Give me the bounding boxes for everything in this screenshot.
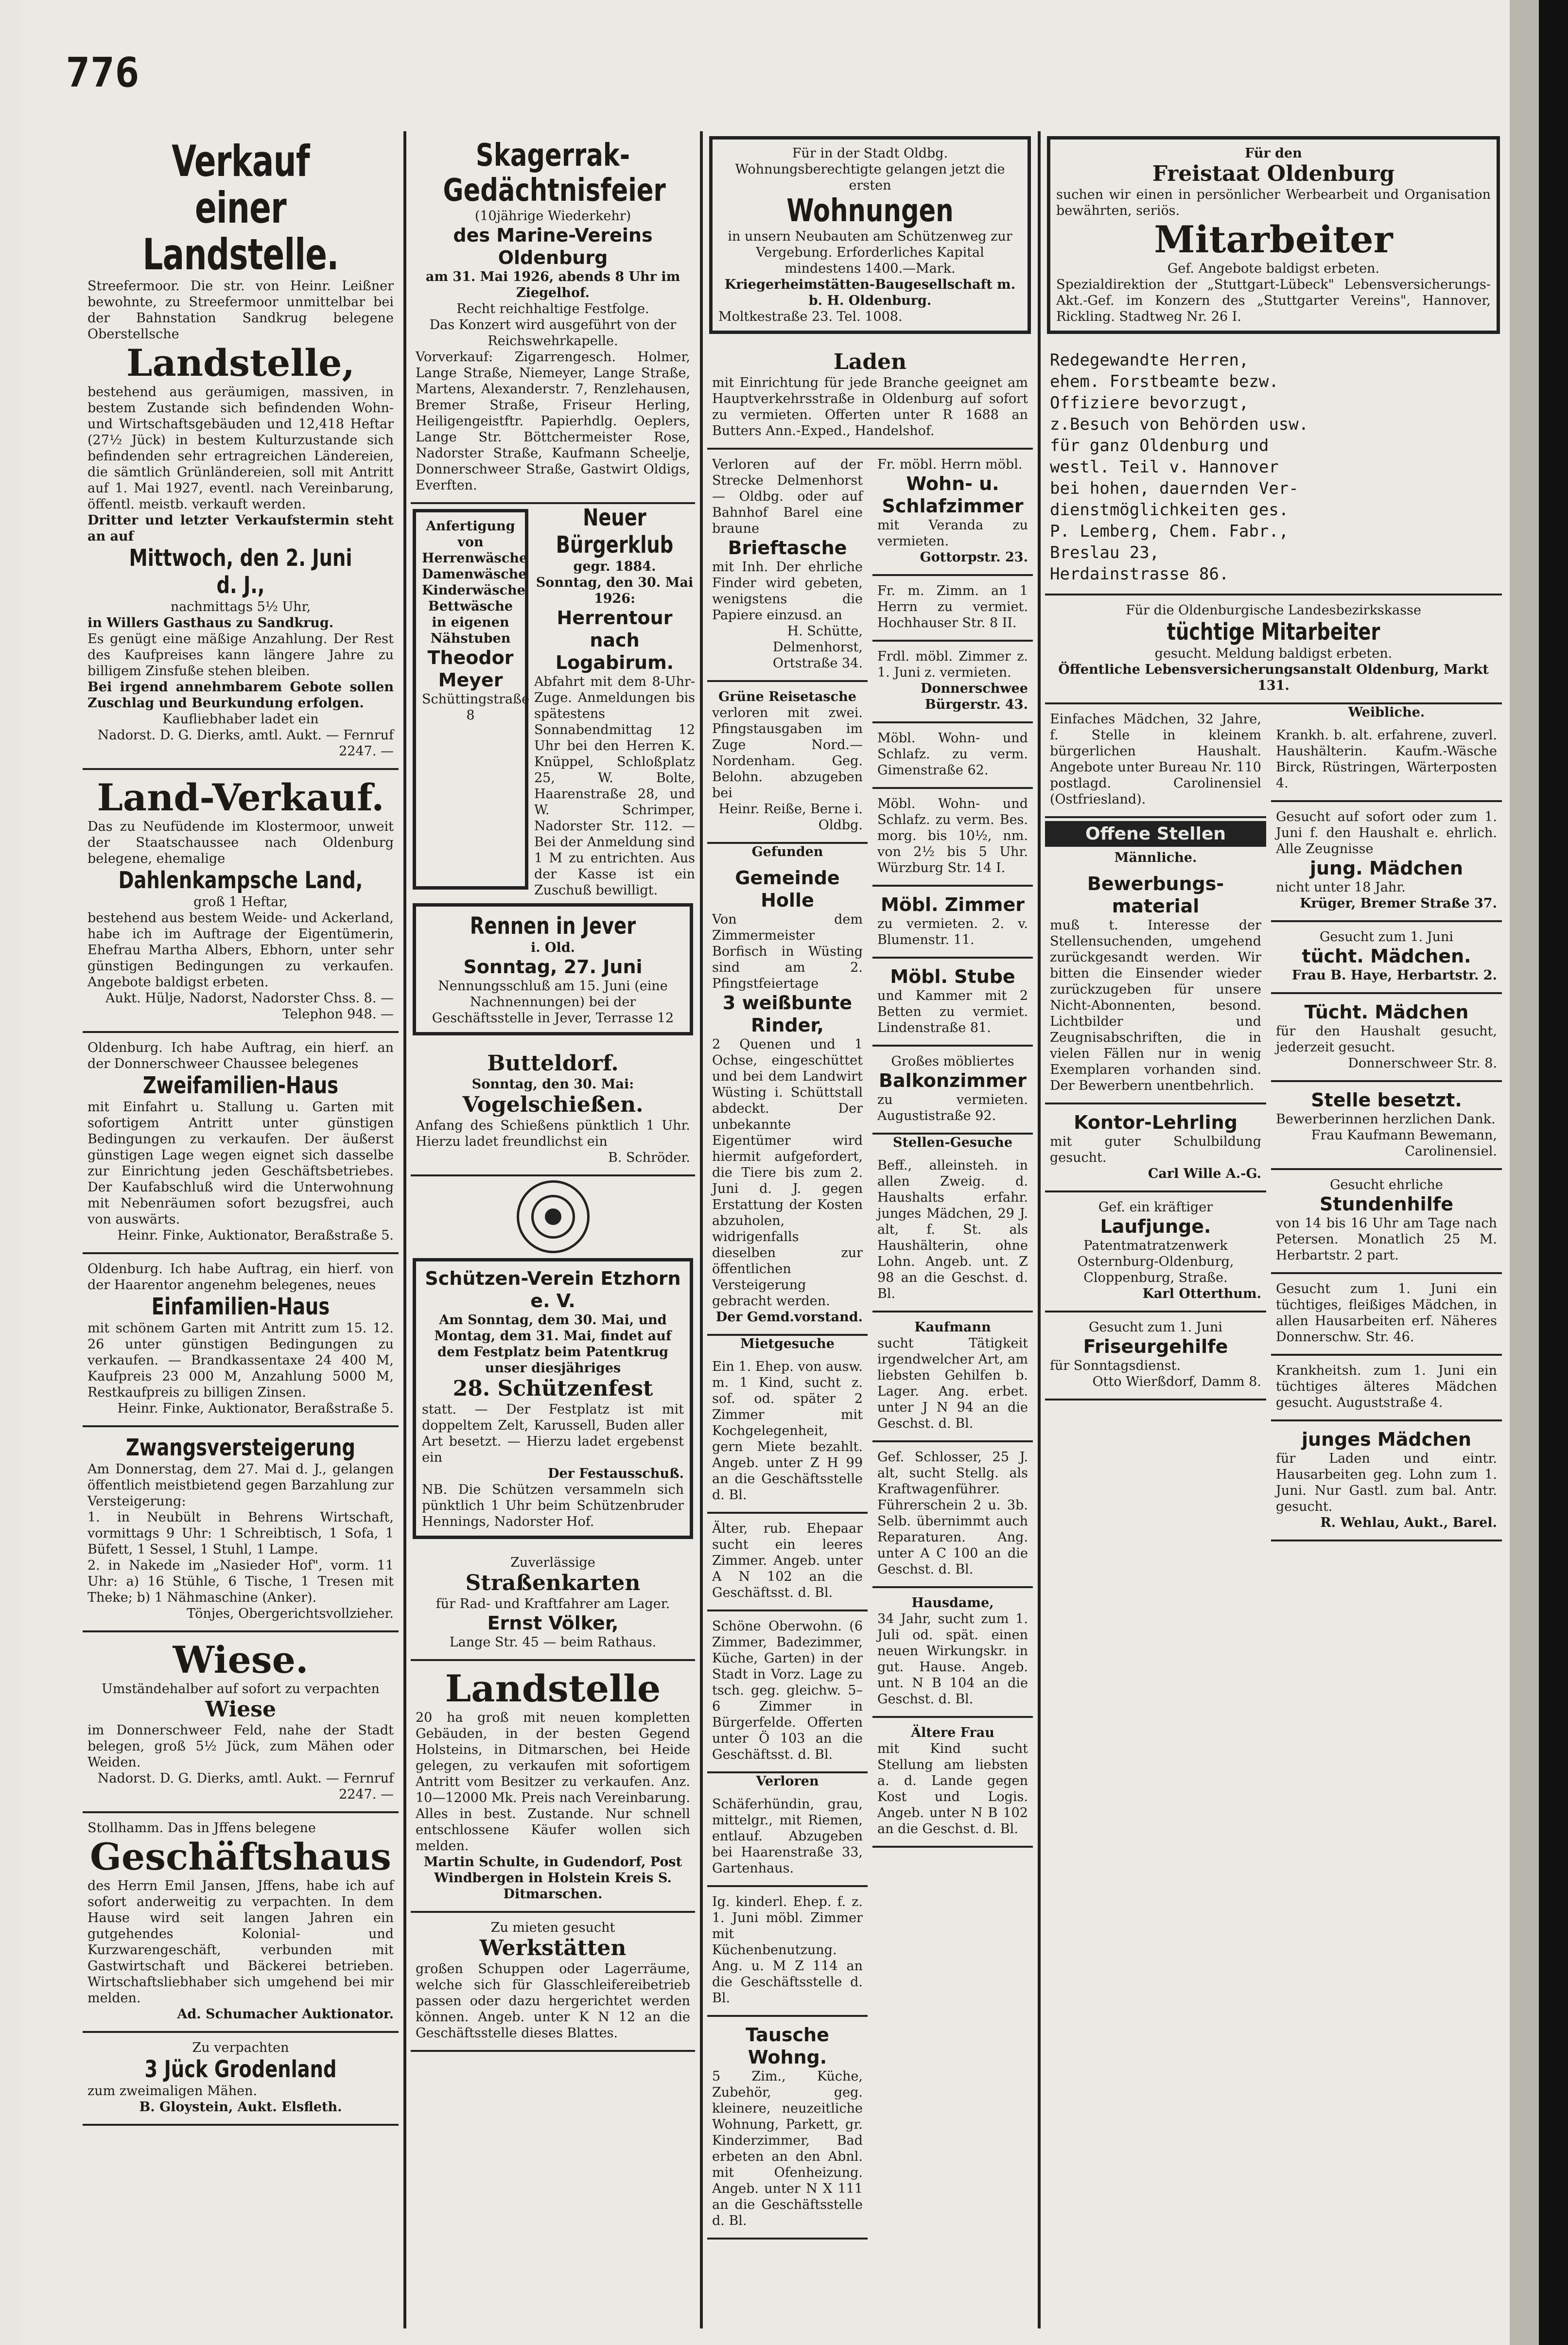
ad-text: Abfahrt mit dem 8-Uhr-Zuge. Anmeldungen bis spätestens Sonnabendmittag 12 Uhr bei den Herren K. Knüppel, Schloßplatz 25, W. Bolte, Haarenstraße 28, und W. Schrimper, Nadorster Str. 112. — Bei der Anmeldung sind 1 M zu entrichten. Aus der Kasse ist ein Zuschuß bewilligt.	[534, 674, 695, 898]
ad-date: Sonntag, 27. Juni	[463, 956, 643, 978]
ad-title: junges Mädchen	[1301, 1429, 1471, 1450]
typed-line: dienstmöglichkeiten ges.	[1050, 500, 1289, 520]
ad-heading: Skagerrak-Gedächtnisfeier	[443, 138, 666, 209]
ad-title: Zweifamilien-Haus	[142, 1072, 339, 1099]
typed-line: P. Lemberg, Chem. Fabr.,	[1050, 522, 1289, 541]
section-heading-gefunden: Gefunden	[751, 844, 823, 859]
ad-text: Gef. Schlosser, 25 J. alt, sucht Stellg. als Kraftwagenführer. Führerschein 2 u. 3b. Selb. übernimmt auch Reparaturen. Ang. unter A C 100 an die Geschst. d. Bl.	[872, 1442, 1033, 1588]
ad-title: Vogelschießen.	[462, 1092, 644, 1117]
ad-date: Sonntag, den 30. Mai 1926:	[536, 575, 694, 606]
ad-text: zum zweimaligen Mähen.	[87, 2083, 258, 2099]
ad-text: NB. Die Schützen versammeln sich pünktlich 1 Uhr beim Schützenbruder Hennings, Nadorster Hof.	[422, 1482, 684, 1529]
ad-title: Laufjunge.	[1100, 1216, 1211, 1237]
ad-title: 3 weißbunte Rinder,	[722, 992, 853, 1036]
ad-text: Schüttingstraße 8	[422, 692, 530, 723]
ad-text: nachmittags 5½ Uhr,	[170, 599, 311, 614]
ad-text: Einfaches Mädchen, 32 Jahre, f. Stelle in kleinem bürgerlichen Haushalt. Angebote unter Bureau Nr. 110 postlagd. Carolinensiel (Ostfriesland).	[1045, 704, 1266, 818]
ad-title: Bewerbungs-material	[1087, 873, 1224, 917]
ad-text: Kaufliebhaber ladet ein	[162, 712, 319, 727]
ad-date: am 31. Mai 1926, abends 8 Uhr im Ziegelhof.	[425, 269, 680, 300]
ad-aeltere-frau	[872, 1718, 1033, 1848]
section-heading-offene-stellen: Offene Stellen	[1045, 821, 1266, 847]
ad-title: Herrentour nach Logabirum.	[555, 607, 674, 673]
ad-title: tücht. Mädchen.	[1302, 945, 1471, 967]
ad-title: Laden	[833, 350, 907, 374]
ad-balkonzimmer	[872, 1047, 1033, 1135]
ad-typed-herren	[1045, 343, 1502, 595]
section-heading-verloren: Verloren	[756, 1774, 819, 1789]
ad-text: mit Einfahrt u. Stallung u. Garten mit sofortigem Antritt unter günstigen Bedingungen zu verkaufen. Der äußerst günstigen Lage wegen eignet sich dasselbe zur Einrichtung jeden Geschäftsbetriebes. Der Kaufabschluß wird die Unterwohnung mit Nebenräumen sofort bezugsfrei, auch von auswärts.	[87, 1100, 394, 1227]
ad-signature: H. Schütte, Delmenhorst, Ortstraße 34.	[772, 624, 863, 671]
ad-title: Freistaat Oldenburg	[1152, 161, 1395, 186]
ad-signature: Spezialdirektion der „Stuttgart-Lübeck" Lebensversicherungs-Akt.-Gef. im Konzern des „Stuttgarter Vereins", Hannover, Rickling. Stadtweg Nr. 26 I.	[1056, 277, 1491, 324]
ad-signature: Donnerschwee Bürgerstr. 43.	[921, 681, 1028, 712]
row-subcolumns	[707, 450, 1033, 2240]
ad-title: Wiese	[205, 1697, 277, 1722]
ad-title: Ernst Völker,	[487, 1612, 619, 1634]
ad-title: Wohnungen	[786, 193, 954, 229]
ad-reisetasche	[707, 682, 868, 844]
ad-text: in unsern Neubauten am Schützenweg zur Vergebung. Erforderliches Kapital mindestens 1400.—Mark.	[728, 229, 1012, 276]
ad-text: Stollhamm. Das in Jffens belegene	[87, 1820, 316, 1836]
ad-tausche-wohnung	[707, 2017, 868, 2240]
ad-skagerrak	[411, 131, 695, 504]
ad-title: Brieftasche	[728, 537, 847, 559]
ad-jung-maedchen	[1271, 802, 1502, 922]
ad-title: Ältere Frau	[911, 1725, 994, 1740]
ad-text: mit guter Schulbildung gesucht.	[1050, 1134, 1261, 1165]
ad-text: muß t. Interesse der Stellensuchenden, umgehend zurückgesandt werden. Wir bitten die Einsender wieder zurückzugeben für unsere Nicht-Abonnenten, besond. Lichtbilder und Zeugnisabschriften, die in vielen Fällen nur in wenig Exemplaren vorhanden sind. Der Bewerbern unentbehrlich.	[1050, 918, 1261, 1093]
ad-waesche	[413, 509, 528, 890]
ad-signature: R. Wehlau, Aukt., Barel.	[1320, 1515, 1497, 1530]
ad-text: mit Einrichtung für jede Branche geeignet am Hauptverkehrsstraße in Oldenburg auf sofort zu vermieten. Offerten unter R 1688 an Butters Ann.-Exped., Handelshof.	[712, 375, 1028, 438]
ad-tuecht-maedchen	[1271, 922, 1502, 994]
ad-butteldorf	[411, 1044, 695, 1176]
ad-text: gesucht. Meldung baldigst erbeten.	[1154, 646, 1393, 661]
ad-text: 5 Zim., Küche, Zubehör, geg. kleinere, neuzeitliche Wohnung, Parkett, gr. Kinderzimmer, Bad erbeten an den Abnl. mit Ofenheizung. Angeb. unter N X 111 an die Geschäftsstelle d. Bl.	[712, 2069, 863, 2228]
ad-signature: Der Gemd.vorstand.	[715, 1310, 863, 1325]
ad-signature: Öffentliche Lebensversicherungsanstalt Oldenburg, Markt 131.	[1058, 662, 1489, 693]
row-waesche-buergerklub	[411, 504, 695, 898]
subcolumn-4a	[1045, 704, 1266, 1541]
column-3	[707, 131, 1033, 2328]
ad-einfamilienhaus	[83, 1254, 399, 1427]
ad-text: sucht Tätigkeit irgendwelcher Art, am liebsten Gehilfen b. Lager. Ang. erbet. unter J N 94 an die Geschst. d. Bl.	[877, 1336, 1028, 1431]
ad-frdl-zimmer	[872, 642, 1033, 723]
ad-text: Recht reichhaltige Festfolge.	[456, 301, 649, 316]
ad-laden	[707, 343, 1033, 450]
ad-kaufmann	[872, 1312, 1033, 1442]
ad-text: Herrenwäsche	[422, 551, 528, 566]
section-heading-maennliche: Männliche.	[1114, 850, 1197, 865]
ad-landstelle	[83, 131, 399, 770]
ad-text: für Rad- und Kraftfahrer am Lager.	[436, 1596, 670, 1611]
ad-title: Hausdame,	[911, 1595, 994, 1610]
ad-text: Schöne Oberwohn. (6 Zimmer, Badezimmer, Küche, Garten) in der Stadt in Vorz. Lage zu tsch. geg. gleichw. 5–6 Zimmer in Bürgerfelde. Offerten unter Ö 103 an die Geschäftsst. d. Bl.	[707, 1611, 868, 1773]
ad-text: Anfang des Schießens pünktlich 1 Uhr. Hierzu ladet freundlichst ein	[416, 1118, 690, 1149]
ad-text: Ein 1. Ehep. von ausw. m. 1 Kind, sucht z. sof. od. später 2 Zimmer mit Kochgelegenheit, gern Miete bezahlt. Angeb. unter Z H 99 an die Geschäftsstelle d. Bl.	[707, 1352, 868, 1514]
ad-title: Tücht. Mädchen	[1304, 1001, 1469, 1023]
ad-title: Geschäftshaus	[90, 1835, 391, 1878]
ad-signature: Carl Wille A.-G.	[1148, 1166, 1261, 1181]
ad-title: jung. Mädchen	[1309, 858, 1463, 879]
ad-werkstaetten	[411, 1913, 695, 2052]
ad-text: nicht unter 18 Jahr.	[1276, 880, 1406, 895]
ad-wiese	[83, 1632, 399, 1813]
ad-signature: Martin Schulte, in Gudendorf, Post Windbergen in Holstein Kreis S. Ditmarschen.	[423, 1855, 682, 1902]
ad-text: Am Donnerstag, dem 27. Mai d. J., gelangen öffentlich meistbietend gegen Barzahlung zur Versteigerung:	[87, 1462, 394, 1509]
typed-line: westl. Teil v. Hannover	[1050, 457, 1279, 477]
ad-grodenland	[83, 2033, 399, 2126]
ad-text: für Sonntagsdienst.	[1050, 1358, 1181, 1373]
ad-text: 20 ha groß mit neuen kompletten Gebäuden, in der besten Gegend Holsteins, in Ditmarschen, bei Heide gelegen, zu verkaufen mit sofortigem Antritt vom Besitzer zu verkaufen. Anz. 10—12000 Mk. Preis nach Vereinbarung. Alles in best. Zustande. Nur schnell entschlossene Käufer wollen sich melden.	[416, 1710, 690, 1854]
ad-signature: B. Gloystein, Aukt. Elsfleth.	[139, 2100, 342, 2115]
ad-text: Von dem Zimmermeister Borfisch in Wüsting sind am 2. Pfingstfeiertage	[712, 912, 863, 991]
ad-text: groß 1 Heftar,	[193, 894, 288, 910]
target-icon	[517, 1180, 590, 1253]
ad-signature: Otto Wierßdorf, Damm 8.	[1092, 1374, 1261, 1389]
ad-signature: Heinr. Reiße, Berne i. Oldbg.	[718, 802, 863, 833]
ad-title: Stelle besetzt.	[1311, 1089, 1462, 1111]
ad-text: bestehend aus geräumigen, massiven, in bestem Zustande sich befindenden Wohn- und Wirtschaftsgebäuden und 12,418 Heftar (27½ Jück) in bestem Kulturzustande sich befindenden sehr ertragreichen Ländereien, die sämtlich Grünländereien, soll mit Antritt auf 1. Mai 1927, eventl. nach Vereinbarung, öffentl. meistb. verkauft werden.	[87, 385, 394, 512]
typed-line: Breslau 23,	[1050, 543, 1160, 562]
ad-text: Gef. Angebote baldigst erbeten.	[1167, 261, 1380, 276]
ad-signature: Aukt. Hülje, Nadorst, Nadorster Chss. 8. — Telephon 948. —	[105, 991, 394, 1022]
ad-text: für den Haushalt gesucht, jederzeit gesucht.	[1276, 1024, 1497, 1055]
ad-text: bestehend aus bestem Weide- und Ackerland, habe ich im Auftrage der Eigentümerin, Ehefrau Martha Albers, Ebhorn, unter sehr günstigen Bedingungen zu verkaufen. Angebote baldigst erbeten.	[87, 910, 394, 990]
ad-text: Umständehalber auf sofort zu verpachten	[102, 1681, 380, 1697]
ad-text: Frdl. möbl. Zimmer z. 1. Juni z. vermieten.	[877, 649, 1028, 680]
ad-text: i. Old.	[530, 940, 575, 955]
ad-text: Es genügt eine mäßige Anzahlung. Der Rest des Kaufpreises kann längere Jahre zu billigem Zinsfuße stehen bleiben.	[87, 631, 394, 679]
ad-title: Kaufmann	[914, 1320, 991, 1335]
ad-text: mit Kind sucht Stellung am liebsten a. d. Lande gegen Kost und Logis. Angeb. unter N B 102 an die Geschst. d. Bl.	[877, 1741, 1028, 1837]
ad-text: Lange Str. 45 — beim Rathaus.	[449, 1635, 657, 1650]
ad-text: 2 Quenen und 1 Ochse, eingeschüttet und bei dem Landwirt Wüsting i. Schüttstall abdeckt. Der unbekannte Eigentümer wird hiermit aufgefordert, die Tiere bis zum 2. Juni d. J. gegen Erstattung der Kosten abzuholen, widrigenfalls dieselben zur öffentlichen Versteigerung gebracht werden.	[712, 1037, 863, 1309]
ad-text: Nennungsschluß am 15. Juni (eine Nachnennungen) bei der Geschäftsstelle in Jever, Terrasse 12	[432, 979, 674, 1026]
ad-land-verkauf	[83, 770, 399, 1033]
column-1	[83, 131, 399, 2328]
typed-line: ehem. Forstbeamte bezw.	[1050, 372, 1279, 391]
ad-junges-maedchen	[1271, 1421, 1502, 1541]
ad-moebl-zimmer	[872, 887, 1033, 959]
subcolumn-3b	[872, 450, 1033, 2240]
ad-zweifamilienhaus	[83, 1033, 399, 1254]
ad-wohnungen	[709, 136, 1031, 334]
ad-text: Gesucht auf sofort oder zum 1. Juni f. den Haushalt e. ehrlich. Alle Zeugnisse	[1276, 809, 1497, 857]
typed-line: z.Besuch von Behörden usw.	[1050, 415, 1309, 434]
ad-signature: Krüger, Bremer Straße 37.	[1300, 896, 1497, 911]
ad-signature: B. Schröder.	[608, 1150, 690, 1165]
ad-text: Verloren auf der Strecke Delmenhorst — Oldbg. oder auf Bahnhof Barel eine braune	[712, 457, 863, 536]
ad-rennen-jever	[413, 903, 693, 1035]
ad-title: tüchtige Mitarbeiter	[1167, 618, 1380, 646]
subcolumn-4b	[1271, 704, 1502, 1541]
ad-heading: Neuer Bürgerklub	[556, 504, 674, 559]
ad-text: Schäferhündin, grau, mittelgr., mit Riemen, entlauf. Abzugeben bei Haarenstraße 33, Gartenhaus.	[707, 1789, 868, 1887]
ad-text: (10jährige Wiederkehr)	[474, 209, 631, 224]
ad-heading: Wiese.	[173, 1638, 309, 1681]
page-number: 776	[66, 49, 139, 96]
ad-title: Grüne Reisetasche	[718, 689, 856, 704]
ad-friseurgehilfe	[1045, 1312, 1266, 1400]
ad-text: Das zu Neufüdende im Klostermoor, unweit der Staatschaussee nach Oldenburg belegene, ehemalige	[87, 819, 394, 866]
ad-heading: Zwangsversteigerung	[126, 1434, 355, 1461]
ad-text: Möbl. Wohn- und Schlafz. zu verm. Bes. morg. bis 10½, nm. von 2½ bis 5 Uhr. Würzburg Str. 14 I.	[872, 789, 1033, 887]
ad-text: Ig. kinderl. Ehep. f. z. 1. Juni möbl. Zimmer mit Küchenbenutzung. Ang. u. M Z 114 an die Geschäftsstelle d. Bl.	[707, 1887, 868, 2017]
ad-heading: Verkauf einer Landstelle.	[142, 136, 339, 280]
ad-text: Krankh. b. alt. erfahrene, zuverl. Haushälterin. Kaufm.-Wäsche Birck, Rüstringen, Wärterposten 4.	[1271, 720, 1502, 802]
ad-signature: Ad. Schumacher Auktionator.	[177, 2007, 394, 2022]
ad-text: Kriegerheimstätten-Baugesellschaft m. b. H. Oldenburg.	[724, 277, 1016, 308]
ad-title: Dahlenkampsche Land,	[118, 867, 363, 894]
ad-text: Vorverkauf: Zigarrengesch. Holmer, Lange Straße, Niemeyer, Lange Straße, Martens, Alexanderstr. 7, Renzlehausen, Bremer Straße, Friseur Herling, Heiligengeistftr. Papierhdlg. Oeplers, Lange Str. Böttchermeister Rose, Nadorster Straße, Kaufmann Scheelje, Donnerschweer Straße, Gastwirt Oldigs, Everften.	[416, 350, 690, 493]
ad-text: Älter, rub. Ehepaar sucht ein leeres Zimmer. Angeb. unter A N 102 an die Geschäftsst. d. Bl.	[707, 1514, 868, 1611]
ad-text: Für den	[1245, 146, 1302, 161]
ad-title: Tausche Wohng.	[746, 2024, 829, 2068]
ad-text: statt. — Der Festplatz ist mit doppeltem Zelt, Karussell, Buden aller Art besetzt. — Hierzu ladet ergebenst ein	[422, 1402, 684, 1465]
ad-title: Wohn- u. Schlafzimmer	[882, 473, 1024, 517]
ad-hausdame	[872, 1588, 1033, 1718]
ad-text: Oldenburg. Ich habe Auftrag, ein hierf. von der Haarentor angenehm belegenes, neues	[87, 1261, 394, 1293]
ad-moebl-stube	[872, 959, 1033, 1047]
ad-date: Sonntag, den 30. Mai:	[471, 1077, 634, 1092]
ad-text: Damenwäsche	[422, 567, 527, 582]
ad-signature: Frau Kaufmann Bewemann, Carolinensiel.	[1311, 1128, 1497, 1159]
ad-signature: Gottorpstr. 23.	[920, 550, 1028, 565]
ad-zwangsversteigerung	[83, 1427, 399, 1632]
ad-text: in eigenen	[432, 615, 509, 630]
ad-text: zu vermieten. 2. v. Blumenstr. 11.	[877, 916, 1028, 947]
ad-title: Gemeinde Holle	[735, 867, 840, 911]
ad-text: Moltkestraße 23. Tel. 1008.	[718, 309, 903, 324]
ad-signature: Heinr. Finke, Auktionator, Beraßstraße 5.	[117, 1401, 394, 1416]
ad-tuecht-maedchen-2	[1271, 994, 1502, 1082]
ad-title: Balkonzimmer	[879, 1070, 1027, 1091]
newspaper-page	[19, 0, 1510, 2345]
ad-text: Bewerberinnen herzlichen Dank.	[1276, 1112, 1496, 1127]
ad-mitarbeiter	[1047, 136, 1500, 334]
ad-title: Einfamilien-Haus	[151, 1293, 330, 1320]
ad-signature: Donnerschweer Str. 8.	[1348, 1056, 1497, 1071]
ad-text: in Willers Gasthaus zu Sandkrug.	[87, 615, 334, 630]
column-4	[1045, 131, 1502, 2328]
ad-wohn-schlafzimmer	[872, 450, 1033, 576]
ad-text: Dritter und letzter Verkaufstermin steht an auf	[87, 513, 394, 544]
ad-text: mit schönem Garten mit Antritt zum 15. 12. 26 unter günstigen Bedingungen zu verkaufen. — Brandkassentaxe 24 400 M, Kaufpreis 23 000 M, Anzahlung 5000 M, Restkaufpreis zu billigen Zinsen.	[87, 1321, 394, 1400]
ad-text: mit Inh. Der ehrliche Finder wird gebeten, wenigstens die Papiere einzusd. an	[712, 560, 863, 623]
typed-line: für ganz Oldenburg und	[1050, 436, 1269, 455]
ad-title: Theodor Meyer	[427, 647, 514, 691]
ad-geschaeftshaus	[83, 1813, 399, 2033]
ad-text: 2. in Nakede im „Nasieder Hof", vorm. 11 Uhr: a) 16 Stühle, 6 Tische, 1 Tresen mit Theke; b) 1 Nähmaschine (Anker).	[87, 1558, 394, 1605]
ad-signature: Karl Otterthum.	[1142, 1286, 1261, 1301]
ad-text: Gesucht ehrliche	[1330, 1177, 1443, 1192]
ad-text: Gef. ein kräftiger	[1098, 1200, 1213, 1215]
ad-text: Bei irgend annehmbarem Gebote sollen Zuschlag und Beurkundung erfolgen.	[87, 680, 394, 711]
ad-text: des Herrn Emil Jansen, Jffens, habe ich auf sofort anderweitig zu verpachten. In dem Hause wird seit langen Jahren ein gutgehendes Kolonial- und Kurzwarengeschäft, verbunden mit Gastwirtschaft und Bäckerei betrieben. Wirtschaftsliebhaber sich umgehend bei mir melden.	[87, 1878, 394, 2006]
ad-title: 3 Jück Grodenland	[144, 2056, 337, 2083]
ad-text: Zu mieten gesucht	[490, 1920, 615, 1935]
typed-line: Offiziere bevorzugt,	[1050, 393, 1249, 413]
ad-text: Krankheitsh. zum 1. Juni ein tüchtiges älteres Mädchen gesucht. Auguststraße 4.	[1271, 1356, 1502, 1421]
ad-signature: Frau B. Haye, Herbartstr. 2.	[1291, 968, 1497, 983]
ad-text: Fr. m. Zimm. an 1 Herrn zu vermiet. Hochhauser Str. 8 II.	[872, 576, 1033, 642]
ad-stelle-besetzt	[1271, 1082, 1502, 1170]
ad-text: Für die Oldenburgische Landesbezirkskasse	[1126, 603, 1421, 618]
section-heading-mietgesuche: Mietgesuche	[740, 1336, 835, 1351]
ad-tuechtige-mitarbeiter	[1045, 595, 1502, 704]
ad-signature: Heinr. Finke, Auktionator, Beraßstraße 5.	[117, 1228, 394, 1243]
ad-signature: Nadorst. D. G. Dierks, amtl. Aukt. — Fernruf 2247. —	[97, 728, 394, 759]
ad-text: Gesucht zum 1. Juni	[1319, 929, 1454, 945]
ad-title: Stundenhilfe	[1319, 1193, 1454, 1215]
ad-text: Streefermoor. Die str. von Heinr. Leißner bewohnte, zu Streefermoor unmittelbar bei der Bahnstation Sandkrug belegene Oberstellsche	[87, 279, 394, 342]
ad-text: Oldenburg. Ich habe Auftrag, ein hierf. an der Donnerschweer Chaussee belegenes	[87, 1040, 394, 1071]
ad-title: Landstelle,	[126, 341, 355, 385]
ad-date: Mittwoch, den 2. Juni d. J.,	[129, 544, 352, 599]
ad-signature: Nadorst. D. G. Dierks, amtl. Aukt. — Fernruf 2247. —	[97, 1771, 394, 1802]
ad-text: zu vermieten. Augustistraße 92.	[877, 1092, 1028, 1123]
typed-line: Redegewandte Herren,	[1050, 350, 1249, 370]
ad-text: Gesucht zum 1. Juni ein tüchtiges, fleißiges Mädchen, in allen Hausarbeiten erf. Näheres Donnerschw. Str. 46.	[1271, 1274, 1502, 1356]
ad-kontor-lehrling	[1045, 1104, 1266, 1192]
ad-text: Das Konzert wird ausgeführt von der Reichswehrkapelle.	[429, 317, 677, 349]
ad-heading: Rennen in Jever	[470, 912, 636, 940]
ad-text: mit Veranda zu vermieten.	[877, 518, 1028, 549]
ad-text: Großes möbliertes	[891, 1054, 1014, 1069]
ad-title: Friseurgehilfe	[1083, 1336, 1228, 1357]
ad-text: Beff., alleinsteh. in allen Zweig. d. Haushalts erfahr. junges Mädchen, 29 J. alt, f. St. als Haushälterin, ohne Lohn. Angeb. unt. Z 98 an die Geschst. d. Bl.	[872, 1151, 1033, 1312]
ad-text: von	[457, 535, 484, 550]
ad-signature: Der Festausschuß.	[548, 1466, 684, 1481]
column-rule	[1038, 131, 1041, 2328]
ad-stundenhilfe	[1271, 1170, 1502, 1274]
subcolumn-3a	[707, 450, 868, 2240]
ad-text: 1. in Neubült in Behrens Wirtschaft, vormittags 9 Uhr: 1 Schreibtisch, 1 Sofa, 1 Büfett, 1 Sessel, 1 Stuhl, 1 Lampe.	[87, 1510, 394, 1557]
ad-text: Gesucht zum 1. Juni	[1088, 1320, 1223, 1335]
ad-text: suchen wir einen in persönlicher Werbearbeit und Organisation bewährten, seriös.	[1056, 187, 1491, 218]
ad-text: im Donnerschweer Feld, nahe der Stadt belegen, groß 5½ Jück, zum Mähen oder Weiden.	[87, 1723, 394, 1770]
ad-text: für Laden und eintr. Hausarbeiten geg. Lohn zum 1. Juni. Nur Gastl. zum bal. Antr. gesucht.	[1276, 1451, 1497, 1514]
typed-line: bei hohen, dauernden Ver-	[1050, 479, 1299, 498]
ad-title: 28. Schützenfest	[453, 1376, 653, 1401]
section-heading-stellengesuche: Stellen-Gesuche	[893, 1135, 1012, 1150]
column-rule	[700, 131, 703, 2328]
ad-text: gegr. 1884.	[573, 559, 656, 574]
ad-title: Mitarbeiter	[1154, 218, 1393, 261]
ad-bewerbungsmaterial	[1045, 866, 1266, 1104]
ad-laufjunge	[1045, 1192, 1266, 1312]
column-rule	[403, 131, 406, 2328]
scan-margin-left	[0, 0, 19, 2345]
ad-gemeinde-holle	[707, 860, 868, 1336]
ad-text: Zuverlässige	[510, 1555, 595, 1570]
ad-signature: Tönjes, Obergerichtsvollzieher.	[187, 1606, 394, 1621]
waesche-lines	[422, 518, 528, 647]
ad-text: Zu verpachten	[192, 2040, 289, 2055]
ad-text: Anfertigung	[426, 519, 515, 534]
scan-margin-right	[1539, 0, 1568, 2345]
typed-line: Herdainstrasse 86.	[1050, 564, 1229, 584]
ad-text: von 14 bis 16 Uhr am Tage nach Petersen. Monatlich 25 M. Herbartstr. 2 part.	[1276, 1216, 1497, 1263]
ad-text: Fr. möbl. Herrn möbl.	[877, 457, 1023, 472]
ad-heading: Schützen-Verein Etzhorn e. V.	[425, 1268, 681, 1312]
ad-text: großen Schuppen oder Lagerräume, welche sich für Glasschleifereibetrieb passen oder dazu hergerichtet werden können. Angeb. unter K N 12 an die Geschäftsstelle dieses Blattes.	[416, 1961, 690, 2041]
ad-landstelle-2	[411, 1661, 695, 1913]
ad-text: Kinderwäsche	[422, 583, 525, 598]
ad-text: Für in der Stadt Oldbg. Wohnungsberechtigte gelangen jetzt die ersten	[735, 146, 1005, 193]
ad-brieftasche	[707, 450, 868, 682]
ad-text: Bettwäsche	[428, 599, 513, 614]
ad-title: des Marine-Vereins Oldenburg	[453, 225, 653, 268]
ad-text: Möbl. Wohn- und Schlafz. zu verm. Gimenstraße 62.	[872, 723, 1033, 789]
ad-text: Nähstuben	[430, 631, 511, 646]
ad-heading: Land-Verkauf.	[97, 776, 384, 819]
ad-title: Möbl. Zimmer	[880, 894, 1025, 915]
ad-title: Landstelle	[445, 1667, 661, 1710]
column-2	[411, 131, 695, 2328]
ad-schuetzenfest	[413, 1258, 693, 1539]
row-subcolumns-4	[1045, 704, 1502, 1541]
ad-text: und Kammer mit 2 Betten zu vermiet. Lindenstraße 81.	[877, 988, 1028, 1035]
ad-date: Am Sonntag, dem 30. Mai, und Montag, dem 31. Mai, findet auf dem Festplatz beim Patentkrug unser diesjähriges	[434, 1312, 672, 1376]
ad-title: Möbl. Stube	[890, 966, 1015, 987]
ad-title: Werkstätten	[479, 1936, 627, 1960]
ad-buergerklub	[534, 504, 695, 898]
ad-title: Kontor-Lehrling	[1074, 1112, 1237, 1133]
section-heading-weibliche: Weibliche.	[1348, 705, 1425, 720]
ad-strassenkarten	[411, 1548, 695, 1661]
ad-title: Straßenkarten	[465, 1571, 641, 1595]
ad-heading: Butteldorf.	[487, 1051, 619, 1076]
ad-text: verloren mit zwei. Pfingstausgaben im Zuge Nord.—Nordenham. Geg. Belohn. abzugeben bei	[712, 705, 863, 801]
ad-text: Patentmatratzenwerk Osternburg-Oldenburg, Cloppenburg, Straße.	[1077, 1238, 1234, 1285]
ad-text: 34 Jahr, sucht zum 1. Juli od. spät. einen neuen Wirkungskr. in gut. Hause. Angeb. unt. N B 104 an die Geschst. d. Bl.	[877, 1611, 1028, 1707]
